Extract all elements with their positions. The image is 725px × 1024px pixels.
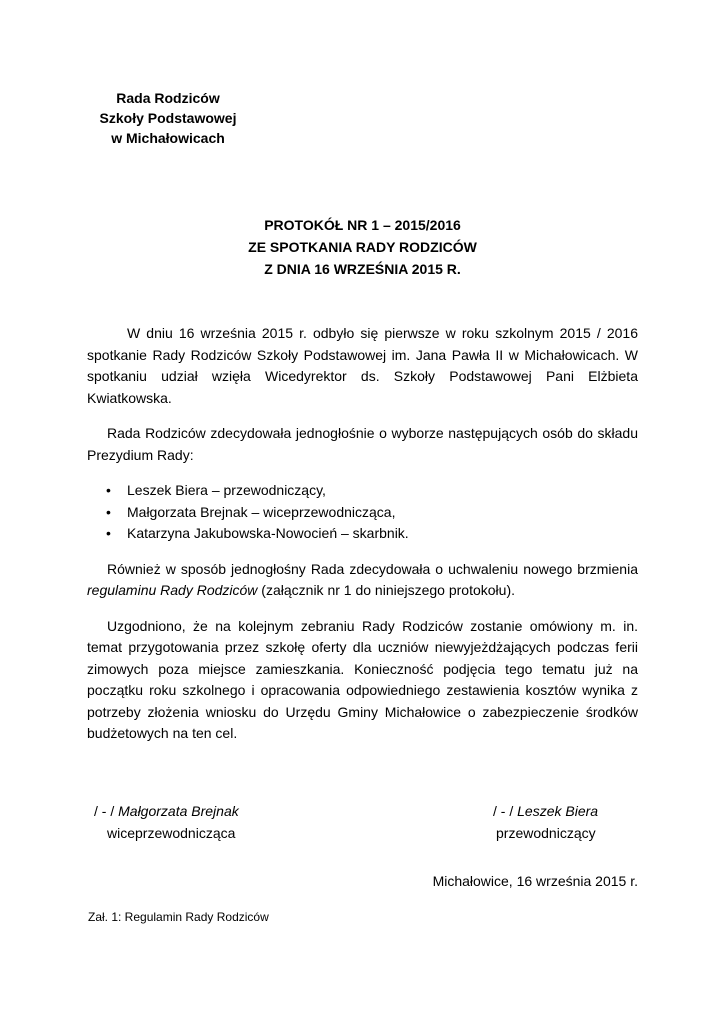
signature-name: Leszek Biera	[517, 803, 599, 819]
bullet-icon: •	[106, 525, 111, 541]
list-item-text: Leszek Biera – przewodniczący,	[127, 482, 326, 498]
regulations-title: regulaminu Rady Rodziców	[87, 582, 258, 598]
attachment-note: Zał. 1: Regulamin Rady Rodziców	[88, 910, 269, 924]
paragraph-meeting-info: W dniu 16 września 2015 r. odbyło się pierwsze w roku szkolnym 2015 / 2016 spotkanie Rady Rodziców Szkoły Podstawowej im. Jana Pawła II w Michałowicach. W spotkaniu udział wzięła Wicedyrektor ds. Szkoły Podstawowej Pani Elżbieta Kwiatkowska.	[87, 325, 638, 406]
document-body	[87, 323, 638, 759]
signature-name: Małgorzata Brejnak	[118, 803, 239, 819]
signature-prefix: / - /	[493, 803, 518, 819]
list-item	[87, 523, 638, 545]
organization-line-1: Rada Rodziców	[116, 90, 220, 106]
list-item	[87, 502, 638, 524]
list-item-text: Małgorzata Brejnak – wiceprzewodnicząca,	[127, 503, 396, 520]
bullet-icon: •	[106, 482, 111, 498]
place-and-date: Michałowice, 16 września 2015 r.	[432, 873, 638, 889]
title-line-3: Z DNIA 16 WRZEŚNIA 2015 R.	[264, 261, 461, 277]
regulations-text-before: Również w sposób jednogłośny Rada zdecydowała o uchwaleniu nowego brzmienia	[107, 560, 638, 577]
signature-role: przewodniczący	[496, 825, 596, 841]
document-title	[0, 214, 725, 280]
signature-chair	[493, 800, 598, 844]
organization-line-3: w Michałowicach	[111, 130, 225, 146]
title-line-2: ZE SPOTKANIA RADY RODZICÓW	[248, 239, 477, 255]
signature-role: wiceprzewodnicząca	[107, 825, 236, 841]
organization-header	[88, 88, 248, 148]
presidium-list	[87, 480, 638, 545]
signature-vice-chair	[94, 800, 239, 844]
paragraph-next-meeting: Uzgodniono, że na kolejnym zebraniu Rady Rodziców zostanie omówiony m. in. temat przygotowania przez szkołę oferty dla uczniów niewyjeżdżających podczas ferii zimowych poza miejsce zamieszkania. Konieczność podjęcia tego tematu już na początku roku szkolnego i opracowania odpowiedniego zestawienia kosztów wynika z potrzeby złożenia wniosku do Urzędu Gminy Michałowice o zabezpieczenie środków budżetowych na ten cel.	[87, 617, 638, 741]
signature-prefix: / - /	[94, 803, 119, 819]
organization-line-2: Szkoły Podstawowej	[99, 110, 237, 126]
signature-line	[94, 800, 239, 822]
list-item	[87, 480, 638, 502]
regulations-text-after: (załącznik nr 1 do niniejszego protokołu).	[257, 582, 515, 598]
paragraph-presidium-election: Rada Rodziców zdecydowała jednogłośnie o wyborze następujących osób do składu Prezydium Rady:	[87, 425, 638, 463]
bullet-icon: •	[106, 503, 111, 520]
paragraph-regulations	[87, 559, 638, 602]
list-item-text: Katarzyna Jakubowska-Nowocień – skarbnik.	[127, 525, 409, 541]
signature-line	[493, 800, 598, 822]
title-line-1: PROTOKÓŁ NR 1 – 2015/2016	[264, 217, 461, 233]
